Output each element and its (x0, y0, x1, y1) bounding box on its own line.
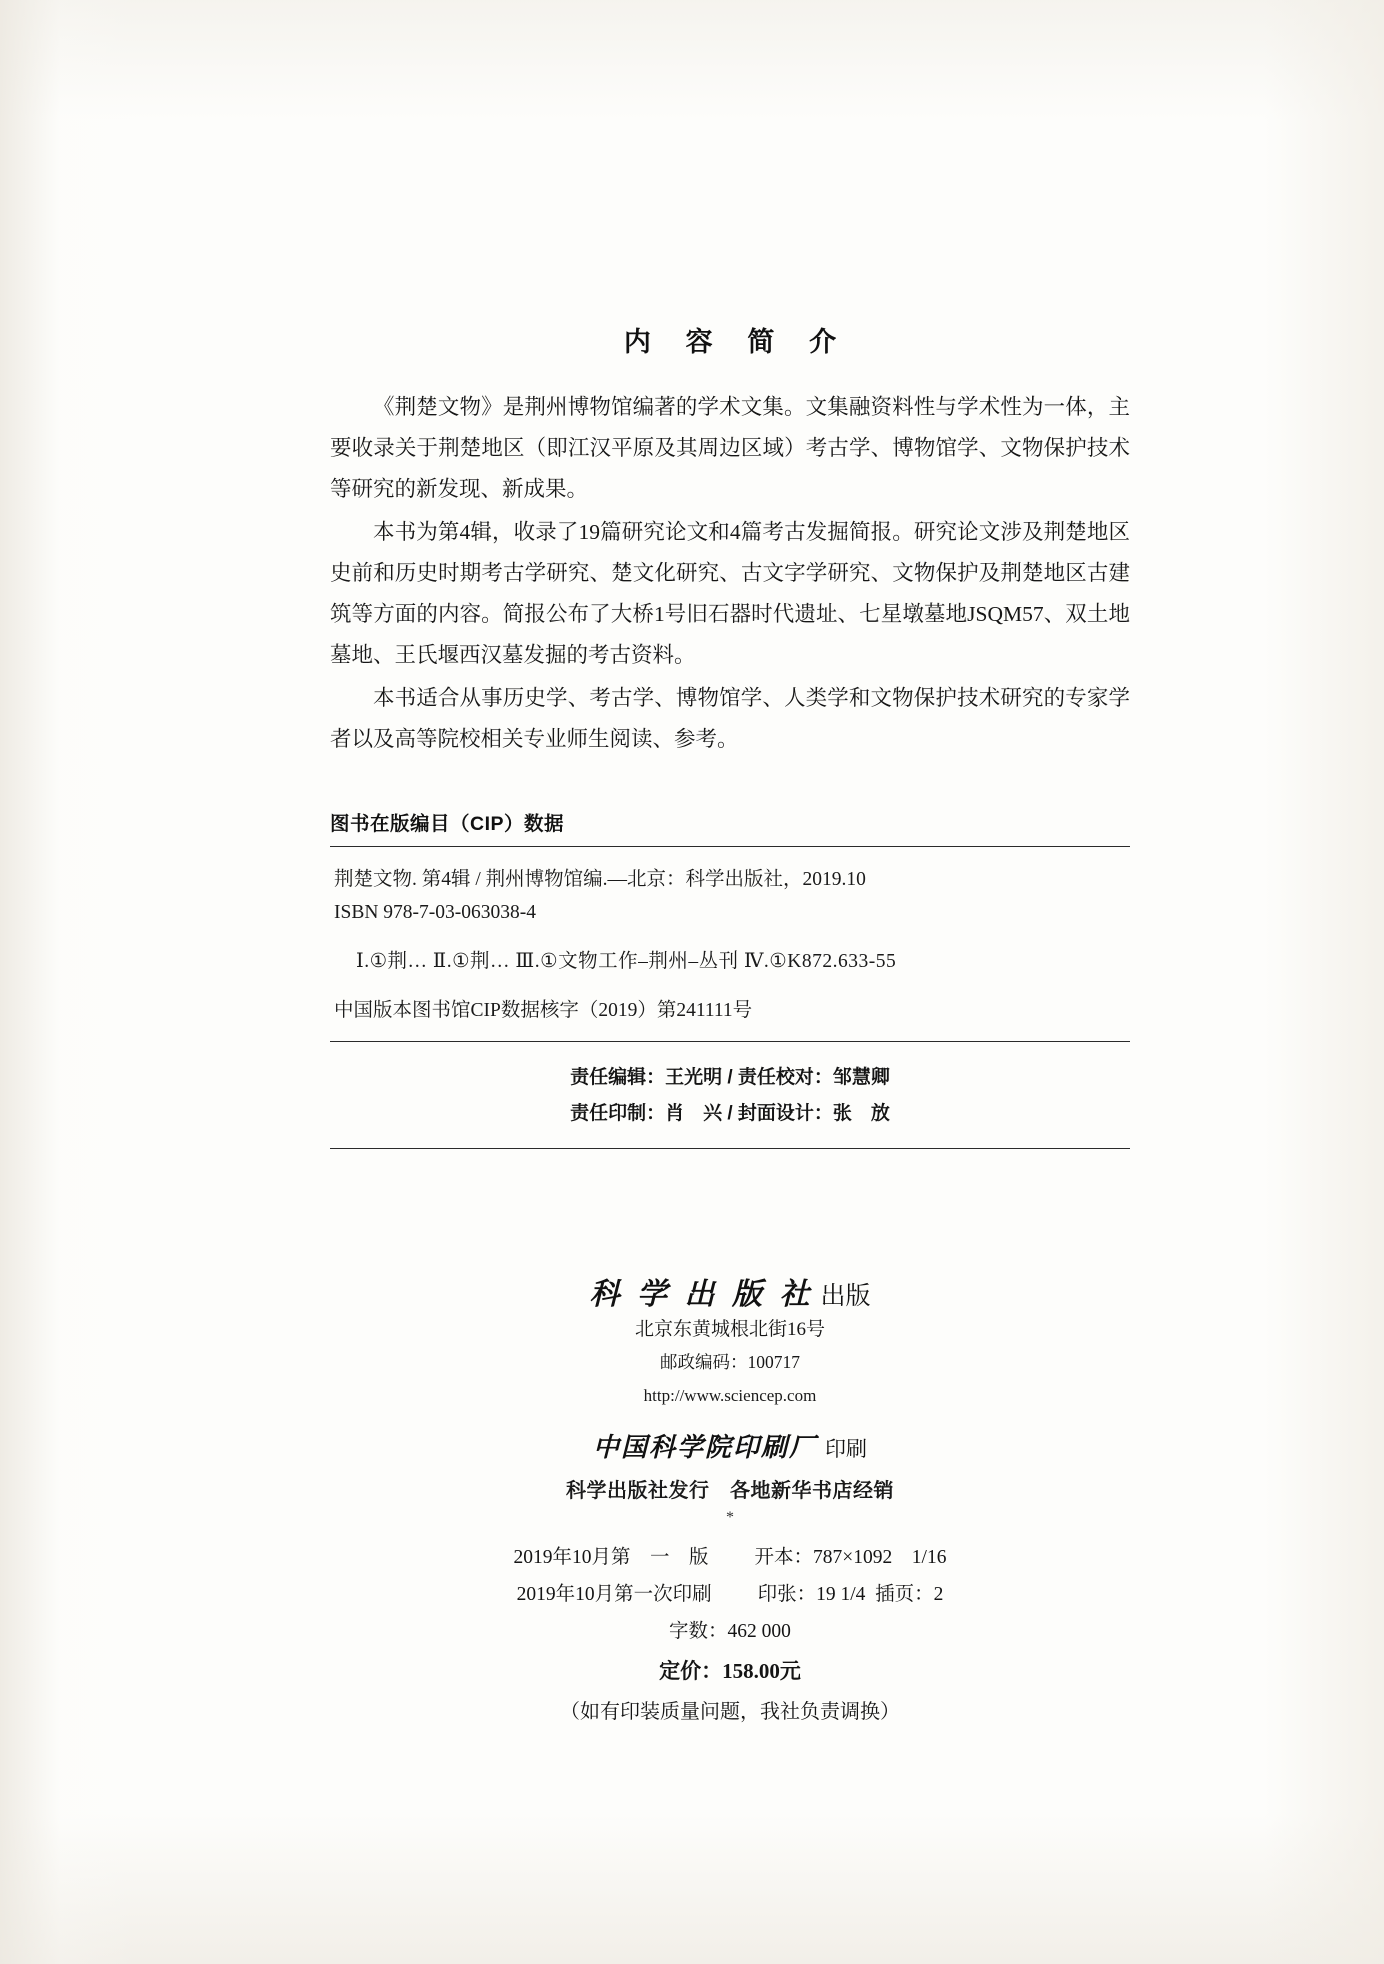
publisher-url[interactable]: http://www.sciencep.com (643, 1386, 817, 1405)
publisher-block (330, 1269, 1130, 1533)
cip-heading: 图书在版编目（CIP）数据 (330, 813, 565, 835)
cip-body (330, 847, 1130, 1041)
page-content (330, 320, 1130, 1732)
publisher-address: 北京东黄城根北街16号 (634, 1319, 825, 1340)
price-label: 定价： (659, 1659, 723, 1683)
printer-name-suffix: 印刷 (825, 1437, 867, 1461)
spec-sheets: 印张：19 1/4 插页：2 (757, 1584, 944, 1605)
intro-paragraph: 本书为第4辑，收录了19篇研究论文和4篇考古发掘简报。研究论文涉及荆楚地区史前和历史时期考古学研究、楚文化研究、古文字学研究、文物保护及荆楚地区古建筑等方面的内容。简报公布了大桥1号旧石器时代遗址、七星墩墓地JSQM57、双土地墓地、王氏堰西汉墓发掘的考古资料。 (330, 520, 1130, 667)
spec-format: 开本：787×1092 1/16 (754, 1547, 947, 1568)
spec-edition-date: 2019年10月第 一 版 (513, 1547, 709, 1568)
credits-bottom-rule (330, 1148, 1130, 1149)
publisher-name (330, 1269, 1130, 1313)
credit-line-production: 责任印制：肖 兴 / 封面设计：张 放 (570, 1103, 890, 1124)
price-value: 158.00元 (722, 1659, 801, 1683)
distribution-line: 科学出版社发行 各地新华书店经销 (566, 1480, 894, 1502)
spec-row-print (330, 1576, 1130, 1613)
cip-classification: Ⅰ.①荆… Ⅱ.①荆… Ⅲ.①文物工作–荆州–丛刊 Ⅳ.①K872.633-55 (356, 951, 897, 972)
printer-name (330, 1427, 1130, 1464)
quality-note: （如有印装质量问题，我社负责调换） (560, 1701, 900, 1723)
publisher-name-suffix: 出版 (820, 1283, 871, 1310)
intro-paragraph: 《荆楚文物》是荆州博物馆编著的学术文集。文集融资料性与学术性为一体，主要收录关于荆楚地区（即江汉平原及其周边区域）考古学、博物馆学、文物保护技术等研究的新发现、新成果。 (330, 395, 1130, 501)
cip-core-number: 中国版本图书馆CIP数据核字（2019）第241111号 (334, 1000, 753, 1021)
credit-line-editor: 责任编辑：王光明 / 责任校对：邹慧卿 (570, 1067, 890, 1088)
printer-name-text: 中国科学院印刷厂 (592, 1433, 817, 1462)
spec-print-date: 2019年10月第一次印刷 (516, 1584, 712, 1605)
publisher-postcode: 邮政编码：100717 (660, 1352, 800, 1372)
publisher-name-text: 科 学 出 版 社 (589, 1278, 815, 1311)
imprint-specs (330, 1539, 1130, 1732)
spec-word-count: 字数：462 000 (669, 1621, 791, 1642)
staff-credits (330, 1042, 1130, 1148)
separator-asterisk: * (726, 1509, 734, 1526)
page-title: 内 容 简 介 (623, 327, 851, 357)
spec-row-edition (330, 1539, 1130, 1576)
price-row (330, 1650, 1130, 1692)
intro-section (330, 387, 1130, 760)
intro-paragraph: 本书适合从事历史学、考古学、博物馆学、人类学和文物保护技术研究的专家学者以及高等院校相关专业师生阅读、参考。 (330, 686, 1130, 751)
cip-isbn: ISBN 978-7-03-063038-4 (334, 902, 537, 923)
cip-title-line: 荆楚文物. 第4辑 / 荆州博物馆编.—北京：科学出版社，2019.10 (334, 869, 866, 890)
cip-block (330, 808, 1130, 1149)
